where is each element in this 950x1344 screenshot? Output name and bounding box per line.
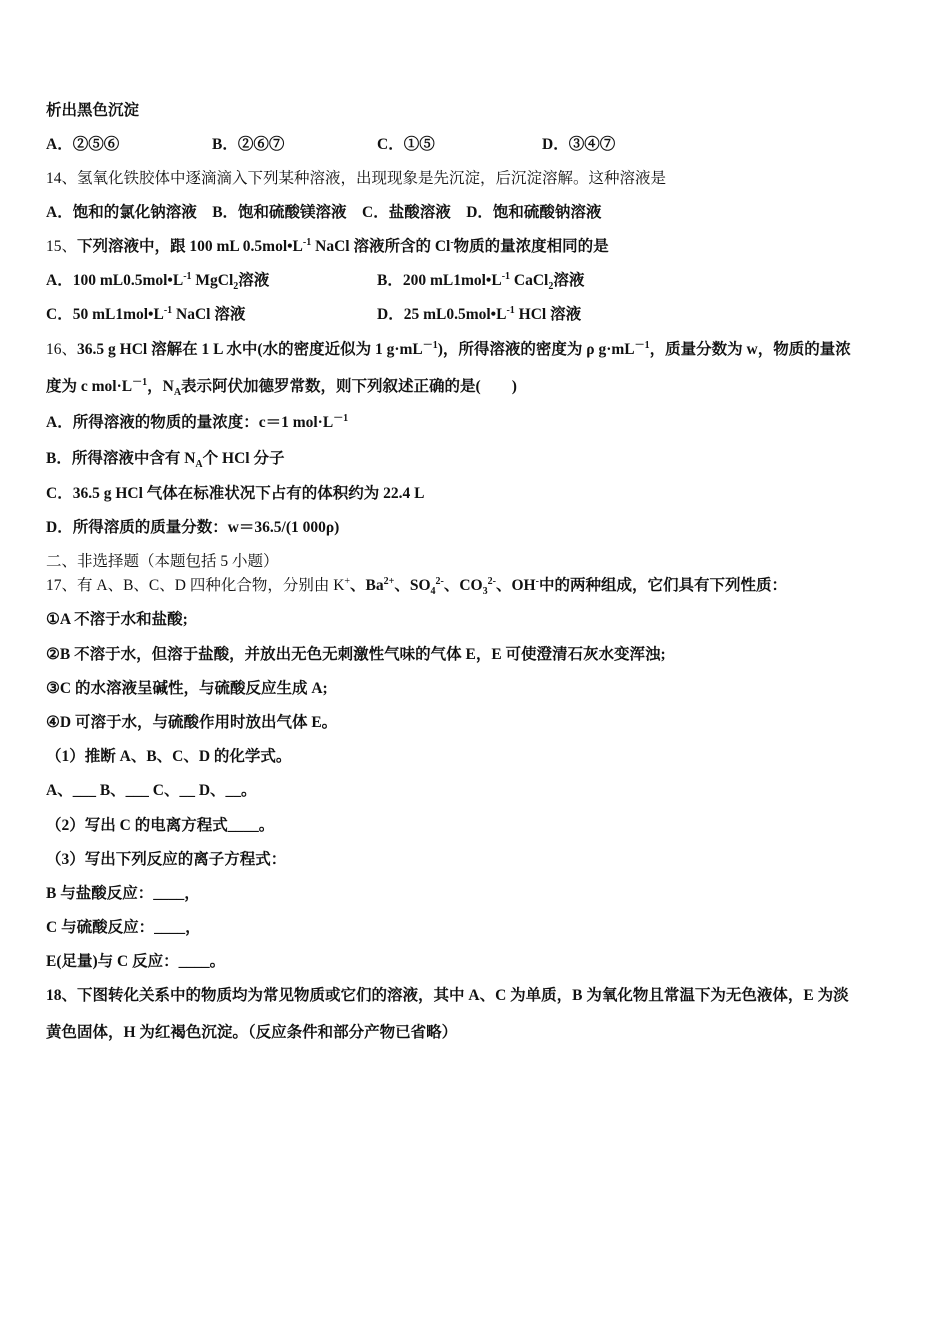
q16-stem-line1: 16、36.5 g HCl 溶解在 1 L 水中(水的密度近似为 1 $g\cdot mL^{-1}$)，所得溶液的密度为 ρ $g\cdot mL^{-1}$，质量分数为 w，物质的量浓 — [46, 339, 851, 358]
q13-option-c: C．①⑤ — [377, 136, 435, 153]
q16-option-a: A．所得溶液的物质的量浓度：c＝1 $mol\cdot L^{-1}$ — [46, 412, 349, 431]
q15-option-a: A．100 $mL0.5mol•L^{-1}$ MgCl$_2$溶液 — [46, 270, 270, 293]
q18-stem-line1: 18、下图转化关系中的物质均为常见物质或它们的溶液，其中 A、C 为单质，B 为氧化物且常温下为无色液体，E 为淡 — [46, 987, 849, 1004]
q17-answer-blanks: A、___ B、___ C、__ D、__。 — [46, 782, 257, 799]
q17-property-1: ①A 不溶于水和盐酸; — [46, 611, 188, 628]
q17-reaction-2: C 与硫酸反应：____， — [46, 919, 201, 936]
q13-option-d: D．③④⑦ — [542, 136, 616, 153]
q14-stem: 14、氢氧化铁胶体中逐滴滴入下列某种溶液，出现现象是先沉淀，后沉淀溶解。这种溶液是 — [46, 170, 667, 187]
q17-stem: 17、有 A、B、C、D 四种化合物，分别由 K+、$Ba^{2+}$、$SO_4^{2-}$、$CO_3^{2-}$、OH-中的两种组成，它们具有下列性质： — [46, 575, 787, 598]
q17-reaction-1: B 与盐酸反应：____， — [46, 885, 200, 902]
section-2-heading: 二、非选择题（本题包括 5 小题） — [46, 553, 279, 570]
q17-property-3: ③C 的水溶液呈碱性，与硫酸反应生成 A; — [46, 680, 328, 697]
q17-property-4: ④D 可溶于水，与硫酸作用时放出气体 E。 — [46, 714, 338, 731]
q16-option-c: C．36.5 g HCl 气体在标准状况下占有的体积约为 22.4 L — [46, 485, 425, 502]
q14-options: A．饱和的氯化钠溶液 B．饱和硫酸镁溶液 C．盐酸溶液 D．饱和硫酸钠溶液 — [46, 204, 602, 221]
q16-stem-line2: 度为 c $mol\cdot L^{-1}$，$N_A$表示阿伏加德罗常数，则下列叙述正确的是( ) — [46, 376, 517, 399]
q17-sub-question-3: （3）写出下列反应的离子方程式： — [46, 851, 287, 868]
q18-stem-line2: 黄色固体，H 为红褐色沉淀。（反应条件和部分产物已省略） — [46, 1024, 458, 1041]
q13-option-b: B．②⑥⑦ — [212, 136, 285, 153]
q17-property-2: ②B 不溶于水，但溶于盐酸，并放出无色无刺激性气味的气体 E，E 可使澄清石灰水变浑浊; — [46, 646, 666, 663]
q13-option-a: A．②⑤⑥ — [46, 136, 120, 153]
q15-stem: 15、下列溶液中，跟 100 mL $0.5mol•L^{-1}$ NaCl 溶液所含的 Cl-物质的量浓度相同的是 — [46, 236, 609, 255]
q15-option-b: B．200 $mL1mol•L^{-1}$ CaCl$_2$溶液 — [377, 270, 585, 293]
q17-sub-question-1: （1）推断 A、B、C、D 的化学式。 — [46, 748, 292, 765]
q15-option-c: C．50 $mL1mol•L^{-1}$ NaCl 溶液 — [46, 304, 246, 323]
q17-reaction-3: E(足量)与 C 反应：____。 — [46, 953, 226, 970]
q13-tail: 析出黑色沉淀 — [46, 102, 140, 119]
q15-option-d: D．25 $mL0.5mol•L^{-1}$ HCl 溶液 — [377, 304, 582, 323]
q17-sub-question-2: （2）写出 C 的电离方程式____。 — [46, 817, 275, 834]
q16-option-d: D．所得溶质的质量分数：w＝36.5/(1 000ρ) — [46, 519, 340, 536]
q16-option-b: B．所得溶液中含有 $N_A$个 HCl 分子 — [46, 450, 285, 471]
